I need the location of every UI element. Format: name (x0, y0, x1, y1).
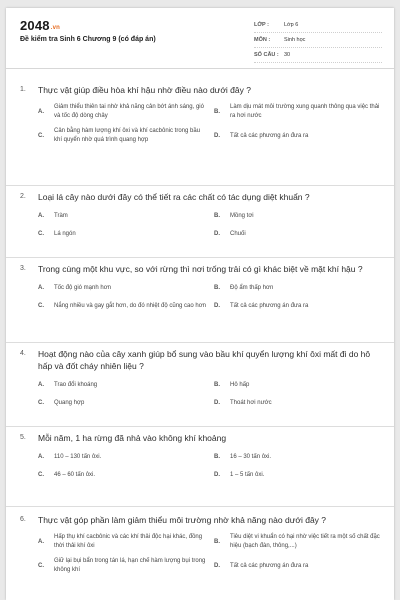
option-letter: C. (38, 132, 44, 139)
answer-options (38, 451, 384, 481)
question-number: 2. (20, 193, 26, 200)
meta-value: Lớp 6 (284, 22, 299, 28)
answer-options (38, 210, 384, 240)
option-text: 16 – 30 tấn ôxi. (230, 453, 272, 460)
option-text: Chuối (230, 230, 246, 237)
option-letter: A. (38, 453, 44, 460)
option-letter: B. (214, 284, 220, 291)
document-title: Đề kiểm tra Sinh 6 Chương 9 (có đáp án) (20, 36, 156, 43)
option-d[interactable] (214, 397, 384, 409)
meta-label: LỚP : (254, 22, 269, 28)
option-letter: B. (214, 212, 220, 219)
option-text: Tiêu diệt vi khuẩn có hại nhờ việc tiết ra một số chất đặc hiệu (bạch đàn, thông,...) (230, 534, 380, 549)
option-letter: C. (38, 399, 44, 406)
option-letter: D. (214, 399, 220, 406)
option-letter: A. (38, 284, 44, 291)
option-text: Lá ngón (54, 230, 76, 237)
question-text: Loại lá cây nào dưới đây có thể tiết ra các chất có tác dụng diệt khuẩn ? (38, 192, 310, 202)
question-number: 6. (20, 516, 26, 523)
option-d[interactable] (214, 557, 384, 575)
option-c[interactable] (38, 469, 208, 481)
option-b[interactable] (214, 533, 384, 551)
question-divider (6, 185, 394, 186)
option-d[interactable] (214, 300, 384, 312)
question-6 (20, 514, 384, 575)
option-letter: A. (38, 108, 44, 115)
option-c[interactable] (38, 300, 208, 312)
option-d[interactable] (214, 469, 384, 481)
question-text-row (20, 263, 384, 275)
question-1 (20, 84, 384, 145)
option-text: Nắng nhiều và gay gắt hơn, do đó nhiệt độ cũng cao hơn (54, 302, 206, 309)
option-letter: B. (214, 453, 220, 460)
option-text: Tốc độ gió mạnh hơn (54, 284, 111, 291)
option-a[interactable] (38, 282, 208, 294)
question-text-row (20, 191, 384, 203)
question-text-row (20, 432, 384, 444)
question-3 (20, 263, 384, 312)
meta-label: MÔN : (254, 37, 271, 43)
option-d[interactable] (214, 127, 384, 145)
question-text-row (20, 84, 384, 96)
option-c[interactable] (38, 228, 208, 240)
option-text: 46 – 60 tấn ôxi. (54, 471, 96, 478)
meta-value: Sinh học (284, 37, 306, 43)
option-letter: A. (38, 212, 44, 219)
question-text: Mỗi năm, 1 ha rừng đã nhả vào không khí khoảng (38, 433, 227, 443)
option-text: Cân bằng hàm lượng khí ôxi và khí cacbônic trong bầu khí quyển nhờ quá trình quang hợp (54, 128, 201, 143)
option-text: Giảm thiểu thiên tai nhờ khả năng cản bớt ánh sáng, gió và tốc độ dòng chảy (54, 104, 204, 119)
option-text: Hô hấp (230, 381, 250, 388)
option-text: Độ ẩm thấp hơn (230, 284, 274, 291)
option-letter: A. (38, 381, 44, 388)
question-number: 4. (20, 350, 26, 357)
question-text-row (20, 514, 384, 526)
meta-label: SỐ CÂU : (254, 52, 279, 58)
answer-options (38, 379, 384, 409)
question-text: Trong cùng một khu vực, so với rừng thì nơi trống trải có gì khác biệt về mặt khí hậu ? (38, 264, 363, 274)
document-header (6, 8, 394, 69)
option-b[interactable] (214, 103, 384, 121)
question-2 (20, 191, 384, 240)
option-text: Mồng tơi (230, 212, 254, 219)
option-a[interactable] (38, 379, 208, 391)
meta-subject-row (254, 33, 382, 48)
question-divider (6, 426, 394, 427)
answer-options (38, 533, 384, 575)
question-number: 3. (20, 265, 26, 272)
question-text: Thực vật giúp điều hòa khí hậu nhờ điều nào dưới đây ? (38, 85, 251, 95)
meta-value: 30 (284, 52, 291, 58)
option-letter: C. (38, 562, 44, 569)
option-letter: B. (214, 538, 220, 545)
option-b[interactable] (214, 210, 384, 222)
option-letter: D. (214, 230, 220, 237)
question-number: 1. (20, 86, 26, 93)
answer-options (38, 282, 384, 312)
option-letter: C. (38, 302, 44, 309)
document-meta (254, 18, 382, 63)
option-letter: B. (214, 108, 220, 115)
question-text: Hoạt động nào của cây xanh giúp bổ sung vào bầu khí quyển lượng khí ôxi mất đi do hô hấp và đốt cháy nhiên liệu ? (38, 349, 371, 371)
option-a[interactable] (38, 103, 208, 121)
option-text: Tràm (54, 212, 68, 219)
option-c[interactable] (38, 127, 208, 145)
question-text: Thực vật góp phần làm giảm thiểu môi trường nhờ khả năng nào dưới đây ? (38, 515, 327, 525)
meta-class-row (254, 18, 382, 33)
option-text: 110 – 130 tấn ôxi. (54, 453, 102, 460)
option-letter: C. (38, 230, 44, 237)
option-letter: D. (214, 471, 220, 478)
option-b[interactable] (214, 282, 384, 294)
document-page (6, 8, 394, 600)
option-text: Làm dịu mát môi trường xung quanh thông qua việc thải ra hơi nước (230, 104, 380, 119)
option-a[interactable] (38, 210, 208, 222)
option-letter: D. (214, 132, 220, 139)
question-divider (6, 342, 394, 343)
option-text: Tất cả các phương án đưa ra (230, 562, 309, 569)
option-c[interactable] (38, 397, 208, 409)
option-letter: B. (214, 381, 220, 388)
option-letter: A. (38, 538, 44, 545)
question-divider (6, 506, 394, 507)
logo-text: 2048 (20, 18, 50, 33)
option-d[interactable] (214, 228, 384, 240)
option-text: Trao đổi khoáng (54, 381, 98, 388)
option-text: 1 – 5 tấn ôxi. (230, 471, 265, 478)
option-text: Quang hợp (54, 399, 85, 406)
option-b[interactable] (214, 451, 384, 463)
question-divider (6, 257, 394, 258)
logo-suffix: .vn (50, 25, 61, 31)
option-text: Thoát hơi nước (230, 399, 272, 406)
option-letter: C. (38, 471, 44, 478)
question-text-row (20, 348, 384, 372)
question-number: 5. (20, 434, 26, 441)
option-text: Tất cả các phương án đưa ra (230, 132, 309, 139)
option-letter: D. (214, 562, 220, 569)
option-text: Giữ lại bụi bẩn trong tán lá, hạn chế hàm lượng bụi trong không khí (54, 558, 206, 573)
option-letter: D. (214, 302, 220, 309)
option-a[interactable] (38, 451, 208, 463)
option-text: Tất cả các phương án đưa ra (230, 302, 309, 309)
site-logo[interactable] (20, 18, 60, 33)
option-text: Hấp thụ khí cacbônic và các khí thải độc hại khác, đồng thời thải khí ôxi (54, 534, 203, 549)
option-c[interactable] (38, 557, 208, 575)
question-4 (20, 348, 384, 409)
answer-options (38, 103, 384, 145)
question-5 (20, 432, 384, 481)
meta-count-row (254, 48, 382, 63)
option-b[interactable] (214, 379, 384, 391)
option-a[interactable] (38, 533, 208, 551)
